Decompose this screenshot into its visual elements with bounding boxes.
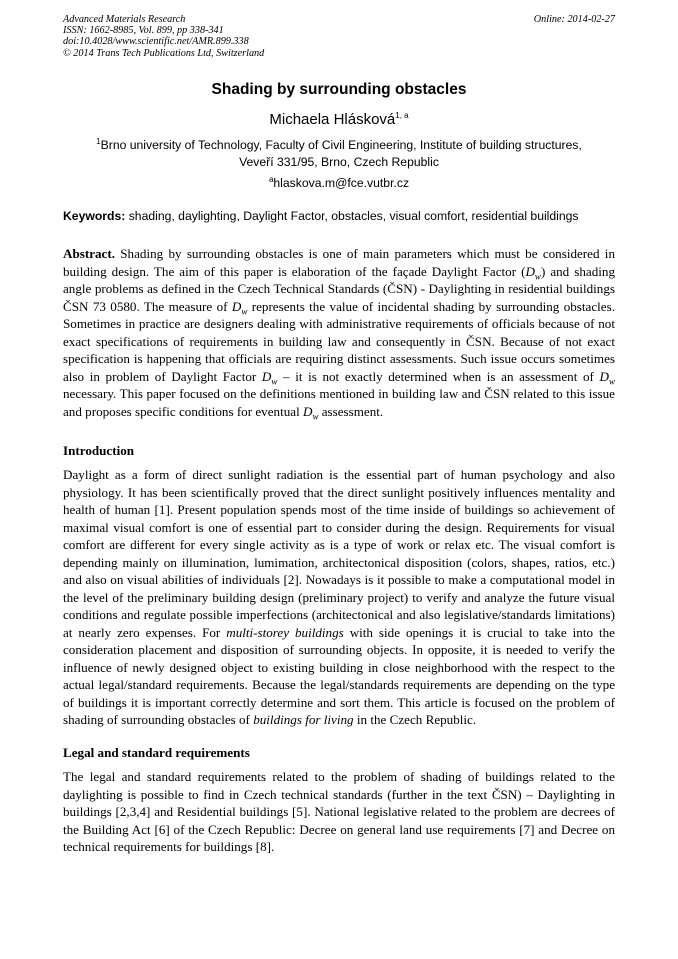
online-date: Online: 2014-02-27 [533, 14, 615, 25]
symbol-w: w [312, 411, 319, 422]
symbol-dw [525, 263, 541, 282]
abstract-text: represents the value of incidental shading by surrounding obstacles. Sometimes in practice are designers dealing with administrative requirements of officials because of not exact specifications of requirements in building law and consequently in ČSN. Because of not exact specification is happening that officials are requiring distinct assessments. Such issue occurs sometimes also in problem of Daylight Factor [63, 298, 615, 384]
email-sup: a [268, 174, 274, 184]
author-sup: 1, a [395, 111, 409, 120]
symbol-dw [231, 298, 248, 317]
intro-italic: buildings for living [253, 712, 354, 727]
symbol-d: D [599, 368, 609, 384]
abstract-text: – it is not exactly determined when is an assessment of [277, 368, 600, 384]
author-name: Michaela Hlásková [269, 111, 396, 128]
journal-name: Advanced Materials Research [63, 14, 186, 25]
abstract-text: ) and shading angle problems as defined in the Czech Technical Standards (ČSN) - Daylighting in residential buildings ČSN 73 0580. The measure of [63, 263, 615, 314]
section-heading-legal: Legal and standard requirements [63, 745, 250, 760]
journal-header [63, 14, 264, 59]
abstract-label: Abstract. [63, 246, 115, 261]
symbol-dw [599, 368, 615, 387]
affiliation-line1: Brno university of Technology, Faculty of Civil Engineering, Institute of building structures, [100, 138, 582, 152]
intro-text: with side openings it is crucial to take into the consideration placement and disposition of surrounding objects. In opposite, it is needed to verify the influence of newly designed object to existing building in close neighborhood with the respect to the actual legal/standard requirements. Because the legal/standards requirements are depending on the type of buildings it is important correctly determine and sort them. This article is focused on the problem of shading of surrounding obstacles of [63, 624, 615, 727]
symbol-w: w [534, 271, 541, 282]
keywords [63, 208, 615, 224]
keywords-text: shading, daylighting, Daylight Factor, obstacles, visual comfort, residential buildings [128, 209, 579, 223]
symbol-d: D [231, 298, 242, 314]
abstract-text: Shading by surrounding obstacles is one of main parameters which must be considered in building design. The aim of this paper is elaboration of the façade Daylight Factor ( [63, 246, 615, 279]
symbol-w: w [241, 306, 248, 317]
author-line [0, 111, 678, 129]
abstract [63, 245, 615, 420]
section-heading-introduction: Introduction [63, 443, 135, 458]
symbol-d: D [261, 368, 272, 384]
symbol-d: D [302, 403, 313, 419]
issn-line: ISSN: 1662-8985, Vol. 899, pp 338-341 [63, 25, 224, 37]
copyright-line: © 2014 Trans Tech Publications Ltd, Switzerland [63, 47, 265, 59]
intro-text: in the Czech Republic. [353, 712, 477, 727]
legal-paragraph: The legal and standard requirements related to the problem of shading of buildings related to the daylighting is possible to find in Czech technical standards (further in the text ČSN) – Daylighting in buildings [2,3,4] and Residential buildings [5]. National legislative related to the problem are decrees of the Building Act [6] of the Czech Republic: Decree on general land use requirements [7] and Decree on technical requirements for buildings [8]. [63, 769, 615, 854]
affiliation-line2: Veveří 331/95, Brno, Czech Republic [239, 155, 439, 169]
symbol-dw [302, 403, 319, 422]
abstract-text: assessment. [318, 403, 384, 419]
email-address[interactable]: hlaskova.m@fce.vutbr.cz [273, 176, 410, 190]
affiliation [70, 137, 608, 171]
intro-text: Daylight as a form of direct sunlight radiation is the essential part of human psychology and also physiology. It has been scientifically proved that the direct sunlight positively influences mentality and health of human [1]. Present population spends most of the time inside of buildings so achievement of maximal visual comfort is one of essential part to consider during the design. Requirements for visual comfort are different for every single activity as is a type of work or relax etc. The visual comfort is depending mainly on illumination, lumimation, architectonical disposition (colors, shapes, ratios, etc.) and also on visual abilities of individuals [2]. Nowadays is it possible to make a computational model in the level of the preliminary building design (preliminary project) to verify and analyze the future visual conditions and regulate possible imperfections (architectonical and also legislative/standards limitations) at nearly zero expenses. For [63, 467, 615, 640]
doi-line: doi:10.4028/www.scientific.net/AMR.899.338 [63, 36, 249, 48]
symbol-dw [261, 368, 278, 387]
symbol-w: w [608, 376, 615, 387]
paper-title: Shading by surrounding obstacles [211, 81, 467, 98]
symbol-w: w [271, 376, 278, 387]
symbol-d: D [525, 263, 535, 279]
introduction-paragraph [63, 466, 615, 729]
abstract-text: necessary. This paper focused on the definitions mentioned in building law and ČSN related to this issue and proposes specific conditions for eventual [63, 386, 615, 419]
author-email [0, 175, 678, 191]
intro-italic: multi-storey buildings [226, 624, 344, 640]
keywords-label: Keywords: [63, 209, 126, 223]
affiliation-sup: 1 [96, 136, 101, 146]
